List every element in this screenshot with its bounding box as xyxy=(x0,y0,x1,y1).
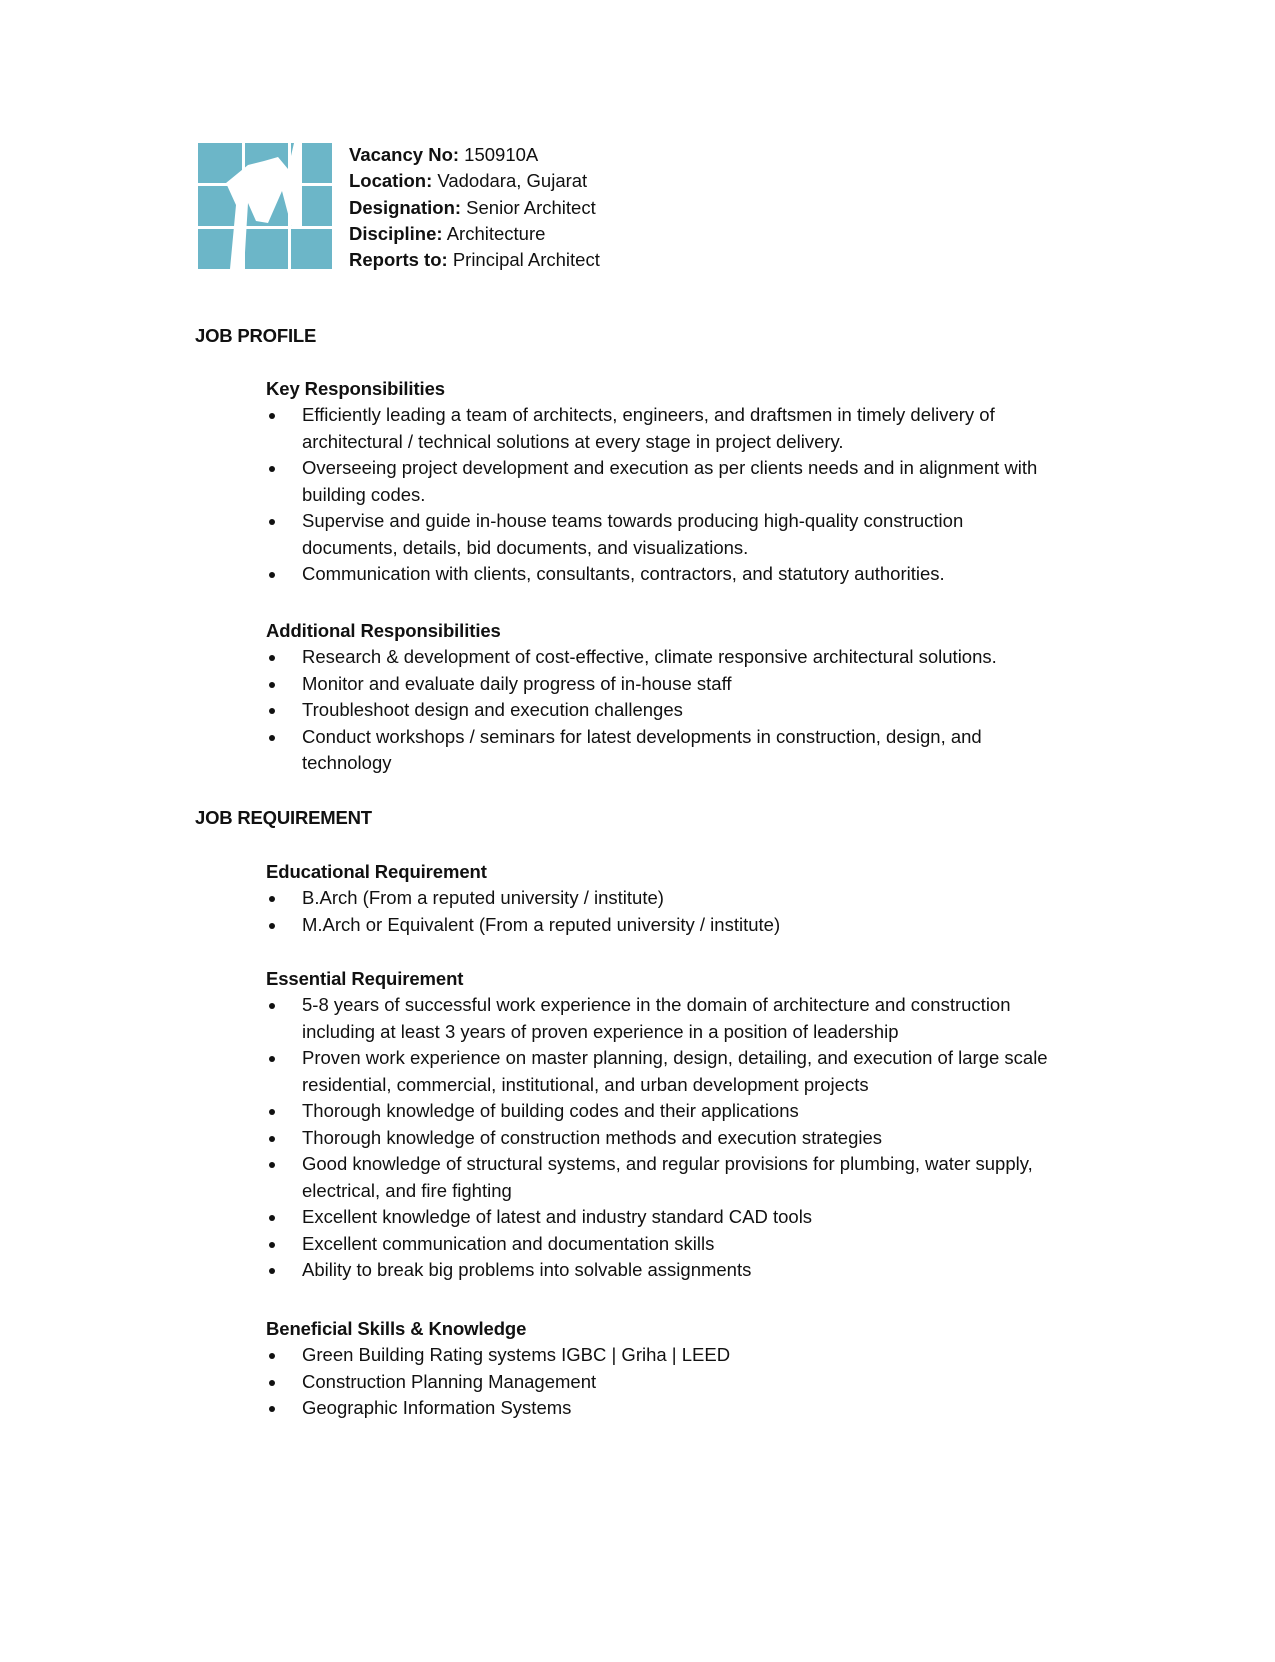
essential-requirement-heading: Essential Requirement xyxy=(266,968,464,989)
beneficial-skills-heading: Beneficial Skills & Knowledge xyxy=(266,1318,527,1339)
list-item xyxy=(266,1257,1062,1284)
vacancy-details xyxy=(349,142,600,273)
list-item xyxy=(266,671,1062,698)
list-item xyxy=(266,561,1062,588)
list-item-text: Thorough knowledge of building codes and their applications xyxy=(302,1100,799,1121)
list-item xyxy=(266,455,1062,508)
list-item xyxy=(266,912,1062,939)
discipline-value: Architecture xyxy=(446,222,546,244)
list-item-text: Monitor and evaluate daily progress of in-house staff xyxy=(302,672,732,694)
list-item-text: B.Arch (From a reputed university / institute) xyxy=(302,887,664,908)
reports-to-row: Reports to: Principal Architect xyxy=(349,249,600,271)
vacancy-no-value: 150910A xyxy=(464,144,539,165)
essential-requirement xyxy=(266,965,1062,1284)
company-logo xyxy=(198,143,332,269)
list-item xyxy=(266,724,1062,777)
list-item-text: Proven work experience on master planning, design, detailing, and execution of large scale residential, commercial, institutional, and urban development projects xyxy=(302,1047,1048,1095)
list-item xyxy=(266,1231,1062,1258)
key-responsibilities-heading: Key Responsibilities xyxy=(266,378,445,399)
vacancy-no-row: Vacancy No: 150910A xyxy=(349,144,539,165)
list-item-text: Overseeing project development and execution as per clients needs and in alignment with building codes. xyxy=(302,457,1038,505)
list-item-text: 5-8 years of successful work experience in the domain of architecture and construction including at least 3 years of proven experience in a position of leadership xyxy=(302,994,1011,1042)
list-item xyxy=(266,1045,1062,1098)
list-item xyxy=(266,1395,1062,1422)
list-item-text: Ability to break big problems into solvable assignments xyxy=(302,1259,752,1280)
designation-row: Designation: Senior Architect xyxy=(349,196,596,218)
list-item xyxy=(266,1151,1062,1204)
list-item-text: Communication with clients, consultants, contractors, and statutory authorities. xyxy=(302,563,945,584)
list-item-text: Supervise and guide in-house teams towards producing high-quality construction documents, details, bid documents, and visualizations. xyxy=(302,510,964,558)
list-item xyxy=(266,1125,1062,1152)
list-item-text: Construction Planning Management xyxy=(302,1370,597,1392)
list-item-text: Excellent knowledge of latest and industry standard CAD tools xyxy=(302,1206,813,1227)
list-item-text: Research & development of cost-effective, climate responsive architectural solutions. xyxy=(302,646,997,667)
educational-requirement-heading: Educational Requirement xyxy=(266,861,487,882)
list-item-text: Troubleshoot design and execution challenges xyxy=(302,699,683,720)
reports-to-value: Principal Architect xyxy=(452,249,600,271)
list-item-text: Excellent communication and documentation skills xyxy=(302,1232,715,1254)
beneficial-skills-list xyxy=(266,1342,1062,1422)
list-item-text: Efficiently leading a team of architects, engineers, and draftsmen in timely delivery of architectural / technical solutions at every stage in project delivery. xyxy=(302,404,995,452)
list-item-text: Conduct workshops / seminars for latest developments in construction, design, and technology xyxy=(302,725,982,773)
list-item xyxy=(266,885,1062,912)
location-value: Vadodara, Gujarat xyxy=(437,170,588,192)
list-item-text: Green Building Rating systems IGBC | Griha | LEED xyxy=(302,1344,731,1365)
designation-value: Senior Architect xyxy=(466,196,596,218)
additional-responsibilities-heading: Additional Responsibilities xyxy=(266,620,501,641)
list-item xyxy=(266,1204,1062,1231)
additional-responsibilities-list xyxy=(266,644,1062,777)
educational-requirement-list xyxy=(266,885,1062,938)
list-item-text: Geographic Information Systems xyxy=(302,1397,572,1418)
list-item-text: M.Arch or Equivalent (From a reputed university / institute) xyxy=(302,913,781,935)
location-row: Location: Vadodara, Gujarat xyxy=(349,170,588,192)
beneficial-skills xyxy=(266,1315,1062,1422)
list-item xyxy=(266,1098,1062,1125)
list-item xyxy=(266,697,1062,724)
key-responsibilities xyxy=(266,375,1062,588)
list-item xyxy=(266,1369,1062,1396)
discipline-row: Discipline: Architecture xyxy=(349,222,546,244)
key-responsibilities-list xyxy=(266,402,1062,588)
job-profile-heading: JOB PROFILE xyxy=(195,325,317,346)
list-item xyxy=(266,402,1062,455)
list-item xyxy=(266,644,1062,671)
essential-requirement-list xyxy=(266,992,1062,1284)
additional-responsibilities xyxy=(266,617,1062,777)
list-item-text: Thorough knowledge of construction methods and execution strategies xyxy=(302,1126,883,1148)
list-item xyxy=(266,1342,1062,1369)
list-item xyxy=(266,508,1062,561)
list-item xyxy=(266,992,1062,1045)
job-requirement-heading: JOB REQUIREMENT xyxy=(195,807,372,828)
educational-requirement xyxy=(266,858,1062,938)
list-item-text: Good knowledge of structural systems, and regular provisions for plumbing, water supply, electrical, and fire fighting xyxy=(302,1153,1033,1201)
